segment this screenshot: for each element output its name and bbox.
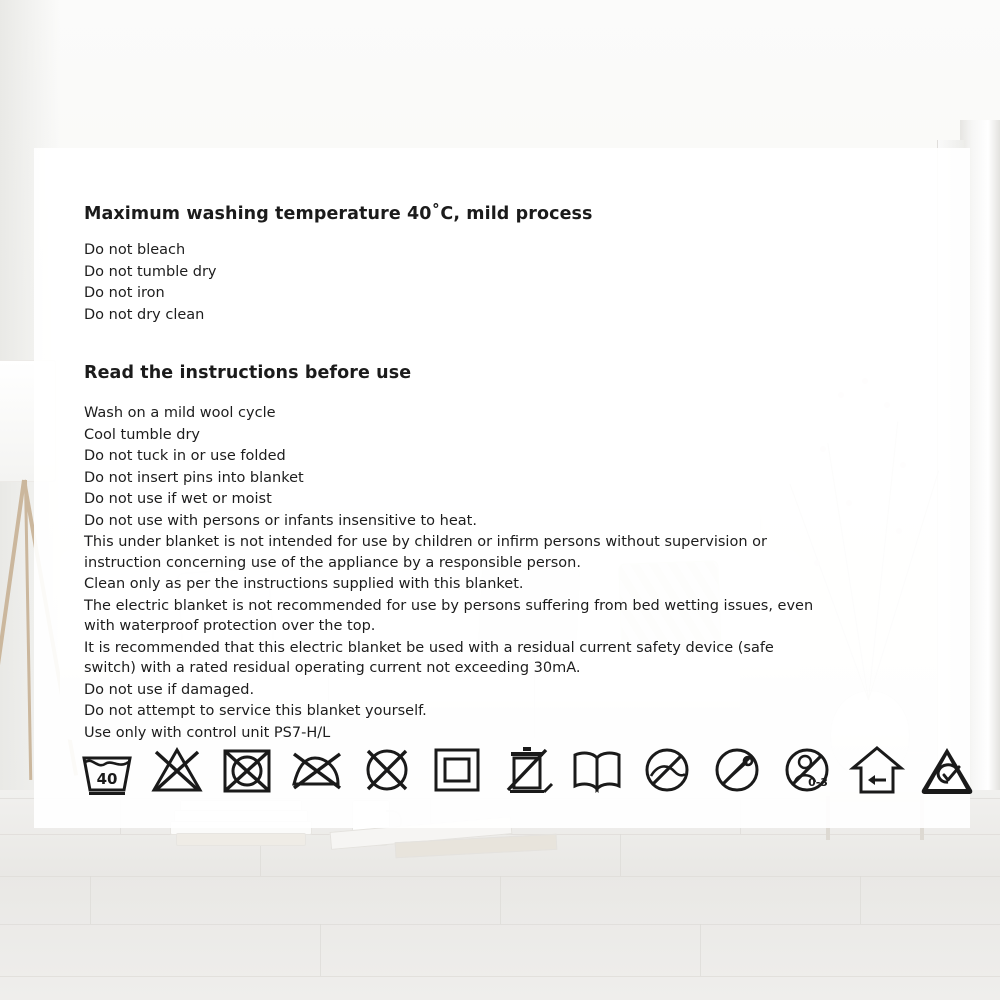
- care-list-basic: [84, 240, 940, 325]
- wash-40-degrees-mild-icon: [78, 742, 136, 798]
- care-symbol-strip: [78, 735, 928, 805]
- list-item: The electric blanket is not recommended for use by persons suffering from bed wetting issues, even with waterproof protection over the top.: [84, 597, 814, 634]
- list-item: Do not use if wet or moist: [84, 491, 272, 507]
- list-item: Wash on a mild wool cycle: [84, 405, 276, 421]
- wash-temperature-label: 40: [96, 770, 118, 788]
- list-item: Do not iron: [84, 285, 165, 301]
- do-not-iron-icon: [288, 742, 346, 798]
- regulatory-compliance-mark-icon: [918, 742, 976, 798]
- do-not-insert-pins-icon: [708, 742, 766, 798]
- list-item: Do not use with persons or infants insensitive to heat.: [84, 512, 477, 529]
- list-item: This under blanket is not intended for use by children or infirm persons without supervision or instruction concerning use of the appliance by a responsible person.: [84, 534, 767, 571]
- do-not-dry-clean-icon: [358, 742, 416, 798]
- heading-washing-temperature: Maximum washing temperature 40˚C, mild process: [84, 204, 593, 224]
- heading-read-instructions: Read the instructions before use: [84, 363, 412, 383]
- list-item: Do not attempt to service this blanket yourself.: [84, 703, 427, 719]
- not-for-children-under-3-icon: [778, 742, 836, 798]
- do-not-use-folded-icon: [638, 742, 696, 798]
- list-item: Do not insert pins into blanket: [84, 469, 304, 486]
- list-item: Cool tumble dry: [84, 426, 201, 443]
- list-item: Do not bleach: [84, 242, 186, 258]
- do-not-bleach-icon: [148, 742, 206, 798]
- list-item: Do not tumble dry: [84, 263, 217, 280]
- list-item: It is recommended that this electric blanket be used with a residual current safety device (safe switch) with a rated residual operating current not exceeding 30mA.: [84, 639, 774, 676]
- do-not-tumble-dry-icon: [218, 742, 276, 798]
- list-item: Use only with control unit PS7-H/L: [84, 724, 331, 741]
- care-instructions-overlay: [34, 148, 970, 828]
- indoor-use-house-icon: [848, 742, 906, 798]
- age-restriction-label: 0-3: [808, 776, 828, 789]
- read-instructions-book-icon: [568, 742, 626, 798]
- flat-dry-square-icon: [428, 742, 486, 798]
- care-list-usage: [84, 403, 940, 743]
- list-item: Clean only as per the instructions supplied with this blanket.: [84, 576, 524, 592]
- do-not-dispose-waste-bin-icon: [498, 742, 556, 798]
- list-item: Do not use if damaged.: [84, 681, 255, 698]
- list-item: Do not dry clean: [84, 306, 205, 323]
- list-item: Do not tuck in or use folded: [84, 448, 286, 464]
